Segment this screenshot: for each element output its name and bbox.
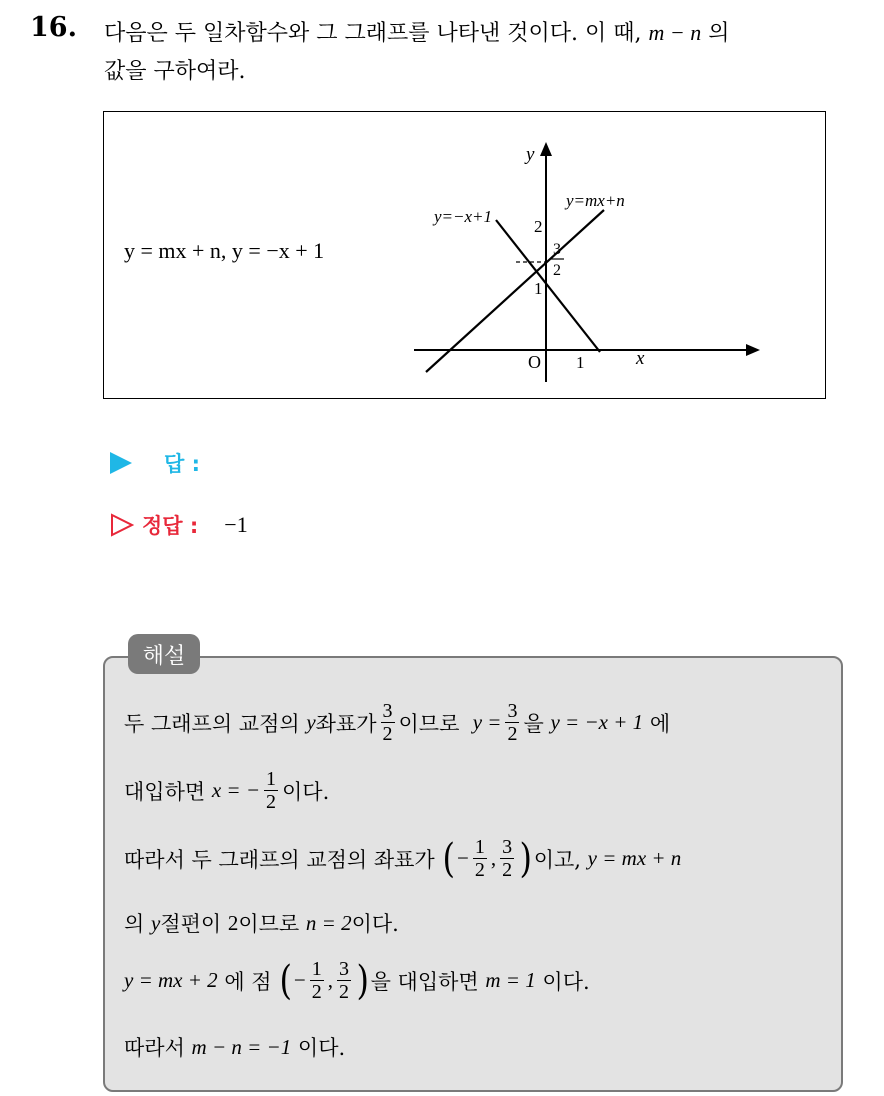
sol-text: 에 점 bbox=[224, 969, 272, 994]
sol-text: 이다. bbox=[282, 779, 330, 804]
fraction: $\frac{1}{2}$ bbox=[266, 768, 277, 813]
tick-1-y-label: 1 bbox=[534, 279, 543, 298]
frac-den-label: 2 bbox=[553, 262, 561, 279]
solution-tab: 해설 bbox=[128, 634, 200, 674]
frac-num-label: 3 bbox=[553, 241, 561, 258]
sol-text: 이므로 bbox=[398, 711, 460, 736]
sol-math: n = 2 bbox=[305, 910, 352, 935]
x-axis-arrow bbox=[746, 344, 760, 356]
question-text-part2: 의 bbox=[708, 21, 730, 46]
line2-label: y=mx+n bbox=[566, 191, 625, 210]
solution-line-4 bbox=[124, 908, 399, 938]
question-text-line2: 값을 구하여라. bbox=[104, 59, 246, 84]
sol-math: m = 1 bbox=[485, 968, 536, 992]
play-triangle-icon bbox=[110, 452, 132, 474]
correct-answer-value: −1 bbox=[224, 512, 248, 537]
answer-label: 답 : bbox=[164, 452, 200, 476]
sol-text: 에 bbox=[649, 711, 671, 736]
sol-text: 절편이 bbox=[160, 912, 222, 936]
y-axis-label: y bbox=[526, 144, 535, 165]
sol-math: y = mx + 2 bbox=[124, 968, 218, 992]
sol-math: y = bbox=[472, 710, 502, 734]
fraction: $\frac{3}{2}$ bbox=[502, 836, 513, 881]
origin-label: O bbox=[528, 352, 541, 372]
tick-1-x-label: 1 bbox=[576, 353, 585, 372]
y-axis-arrow bbox=[540, 142, 552, 156]
equations-text: y = mx + n, y = −x + 1 bbox=[124, 238, 325, 263]
sol-text: 이므로 bbox=[238, 912, 300, 936]
question-math: m − n bbox=[648, 20, 702, 45]
solution-line-1 bbox=[124, 700, 670, 745]
solution-line-2 bbox=[124, 768, 329, 813]
x-axis-label: x bbox=[636, 348, 645, 369]
sol-text: 따라서 bbox=[124, 1036, 185, 1060]
sol-text: 이다. bbox=[542, 969, 590, 994]
correct-answer-row bbox=[110, 510, 248, 540]
line-minus-x-plus-1 bbox=[496, 220, 600, 352]
sol-text: 이다. bbox=[351, 912, 399, 936]
sol-text: 대입하면 bbox=[124, 779, 206, 804]
sol-math: 2 bbox=[227, 910, 239, 935]
sol-math: x = − bbox=[211, 778, 261, 802]
line-mx-plus-n bbox=[426, 210, 604, 372]
solution-line-3: 따라서 두 그래프의 교점의 좌표가 ( − $\frac{1}{2}$ , $\frac{3}{2}$ ) 이고, y = mx + n bbox=[124, 835, 682, 882]
sol-text: 을 bbox=[523, 711, 544, 736]
fraction: $\frac{3}{2}$ bbox=[382, 700, 393, 745]
sol-text: 이고, bbox=[533, 847, 581, 872]
sol-math: y = −x + 1 bbox=[550, 710, 644, 734]
tick-2-label: 2 bbox=[534, 217, 543, 236]
sol-text: 을 대입하면 bbox=[370, 969, 479, 994]
sol-math: y = mx + n bbox=[587, 846, 682, 870]
sol-text: 따라서 두 그래프의 교점의 좌표가 bbox=[124, 847, 435, 872]
solution-line-6 bbox=[124, 1032, 345, 1062]
solution-line-5: y = mx + 2 에 점 ( − $\frac{1}{2}$ , $\frac{3}{2}$ ) 을 대입하면 m = 1 이다. bbox=[124, 957, 590, 1004]
fraction: $\frac{1}{2}$ bbox=[474, 836, 485, 881]
graph bbox=[404, 132, 774, 382]
question-text-part1: 다음은 두 일차함수와 그 그래프를 나타낸 것이다. 이 때, bbox=[104, 21, 642, 46]
fraction: $\frac{3}{2}$ bbox=[338, 958, 349, 1003]
question-number: 16. bbox=[30, 12, 77, 43]
sol-math: y bbox=[150, 910, 161, 935]
sol-text: 이다. bbox=[297, 1036, 346, 1060]
fraction: $\frac{1}{2}$ bbox=[311, 958, 322, 1003]
line1-label: y=−x+1 bbox=[434, 207, 493, 226]
question-text bbox=[104, 14, 864, 91]
answer-row bbox=[110, 448, 200, 478]
sol-math: y bbox=[306, 710, 316, 734]
fraction: $\frac{3}{2}$ bbox=[507, 700, 518, 745]
outline-triangle-icon bbox=[110, 513, 134, 537]
sol-math: m − n = −1 bbox=[191, 1034, 292, 1059]
sol-text: 두 그래프의 교점의 bbox=[124, 711, 300, 736]
sol-text: 의 bbox=[124, 912, 145, 936]
correct-answer-label: 정답 : bbox=[142, 514, 199, 538]
figure-box bbox=[103, 111, 826, 399]
sol-text: 좌표가 bbox=[315, 711, 377, 736]
